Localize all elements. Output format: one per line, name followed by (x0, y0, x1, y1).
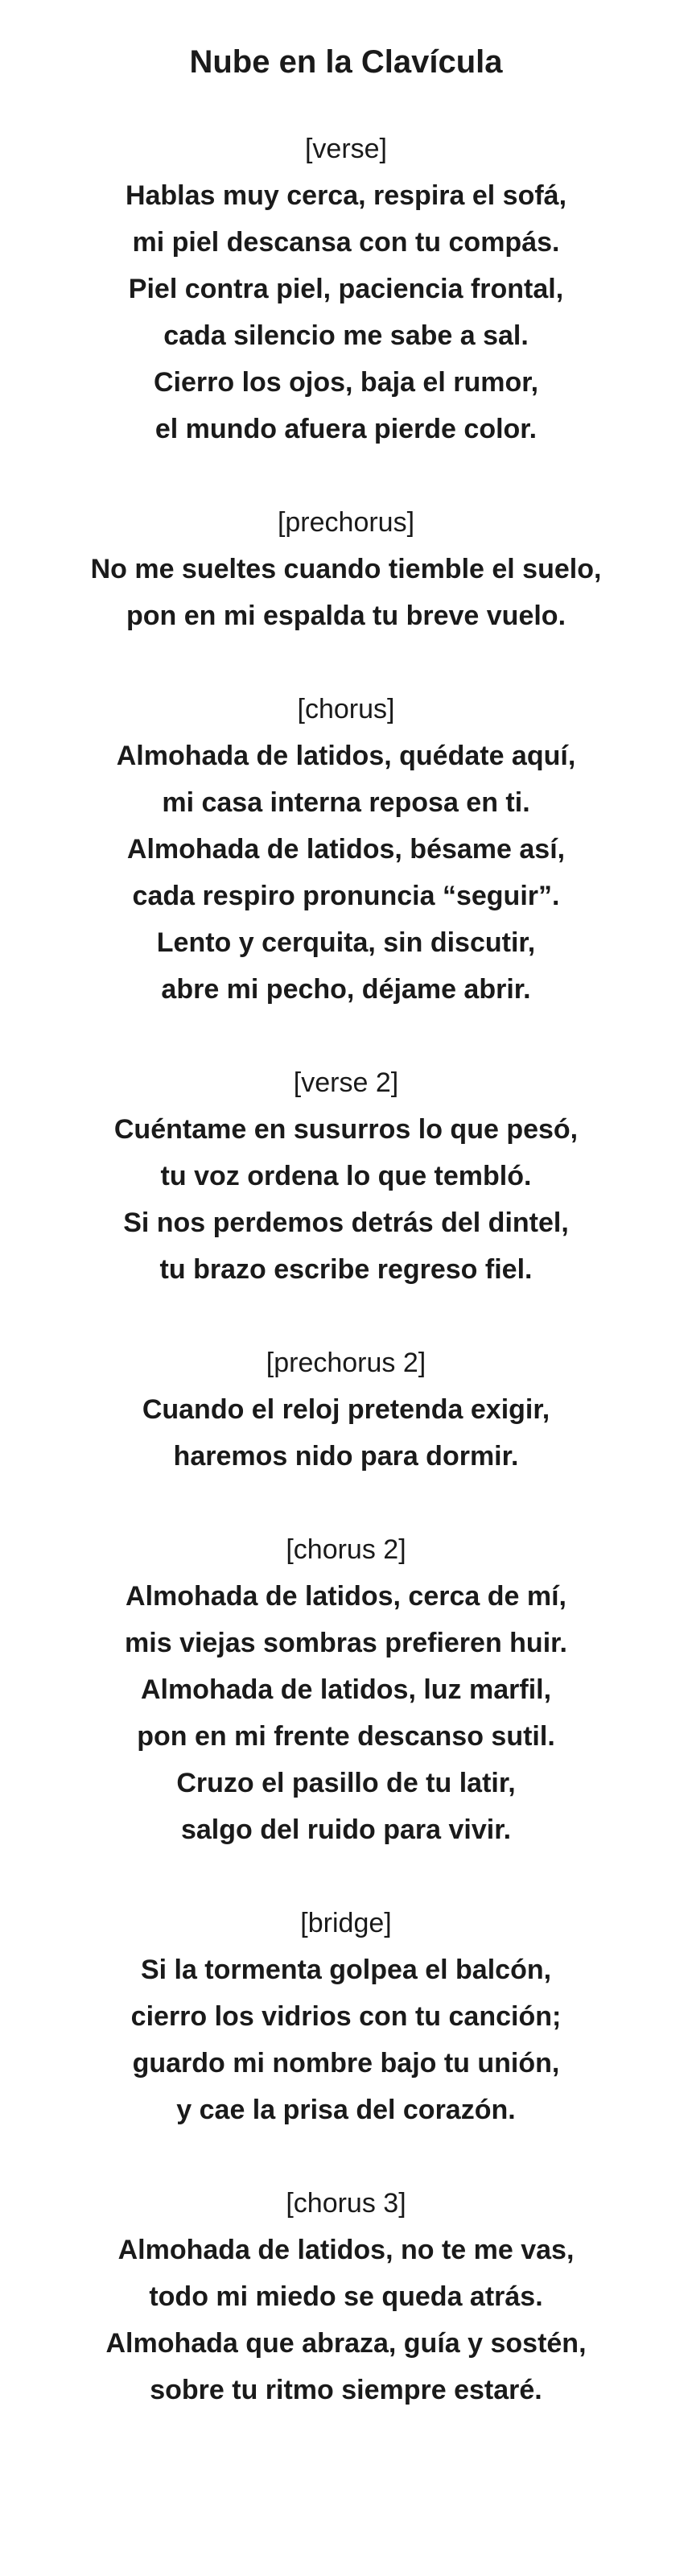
lyric-line: Almohada de latidos, quédate aquí, (116, 741, 576, 771)
lyric-line: No me sueltes cuando tiemble el suelo, (90, 554, 602, 584)
lyric-line: Almohada de latidos, luz marfil, (140, 1674, 552, 1705)
lyric-line: mis viejas sombras prefieren huir. (125, 1628, 567, 1658)
lyric-line: Si nos perdemos detrás del dintel, (123, 1208, 569, 1238)
section-label: [verse 2] (293, 1067, 399, 1098)
lyric-section (0, 126, 692, 452)
lyric-line: Lento y cerquita, sin discutir, (156, 927, 536, 958)
lyric-line: el mundo afuera pierde color. (154, 414, 538, 444)
section-label: [bridge] (300, 1908, 392, 1938)
lyric-line: tu voz ordena lo que tembló. (160, 1161, 532, 1191)
lyric-line: cierro los vidrios con tu canción; (130, 2001, 562, 2032)
lyric-line: guardo mi nombre bajo tu unión, (132, 2048, 560, 2079)
lyric-section (0, 686, 692, 1013)
lyric-line: Piel contra piel, paciencia frontal, (128, 274, 564, 304)
lyric-line: y cae la prisa del corazón. (176, 2095, 516, 2125)
lyric-line: pon en mi espalda tu breve vuelo. (126, 601, 566, 631)
lyric-line: pon en mi frente descanso sutil. (137, 1721, 555, 1752)
lyric-line: sobre tu ritmo siempre estaré. (150, 2375, 542, 2405)
lyric-line: mi piel descansa con tu compás. (132, 227, 560, 258)
song-title: Nube en la Clavícula (189, 44, 503, 80)
lyric-section (0, 1900, 692, 2133)
lyric-line: cada respiro pronuncia “seguir”. (132, 881, 560, 911)
section-label: [prechorus] (277, 507, 415, 538)
lyric-section (0, 2180, 692, 2413)
lyrics-body (0, 126, 692, 2413)
lyric-line: cada silencio me sabe a sal. (163, 320, 529, 351)
section-label: [chorus 2] (286, 1534, 406, 1565)
lyric-line: Cruzo el pasillo de tu latir, (176, 1768, 516, 1798)
lyric-section (0, 1526, 692, 1853)
lyric-line: Almohada de latidos, bésame así, (126, 834, 566, 865)
lyric-line: Almohada que abraza, guía y sostén, (105, 2328, 587, 2359)
lyric-line: Cuéntame en susurros lo que pesó, (113, 1114, 579, 1145)
lyric-line: mi casa interna reposa en ti. (162, 787, 530, 818)
lyric-section (0, 1340, 692, 1480)
lyric-line: abre mi pecho, déjame abrir. (161, 974, 531, 1005)
lyric-line: tu brazo escribe regreso fiel. (159, 1254, 533, 1285)
lyric-line: Hablas muy cerca, respira el sofá, (125, 180, 567, 211)
lyric-line: Almohada de latidos, no te me vas, (117, 2235, 575, 2265)
lyric-line: Cuando el reloj pretenda exigir, (142, 1394, 550, 1425)
lyric-line: Si la tormenta golpea el balcón, (140, 1955, 552, 1985)
section-label: [verse] (304, 134, 388, 164)
section-label: [chorus] (297, 694, 395, 724)
lyric-line: Almohada de latidos, cerca de mí, (126, 1581, 566, 1612)
section-label: [prechorus 2] (266, 1348, 426, 1378)
lyric-section (0, 1059, 692, 1293)
lyric-line: todo mi miedo se queda atrás. (149, 2281, 543, 2312)
lyric-section (0, 499, 692, 639)
lyric-line: haremos nido para dormir. (173, 1441, 519, 1472)
lyric-line: Cierro los ojos, baja el rumor, (153, 367, 539, 398)
lyric-line: salgo del ruido para vivir. (180, 1814, 512, 1845)
section-label: [chorus 3] (286, 2188, 406, 2219)
